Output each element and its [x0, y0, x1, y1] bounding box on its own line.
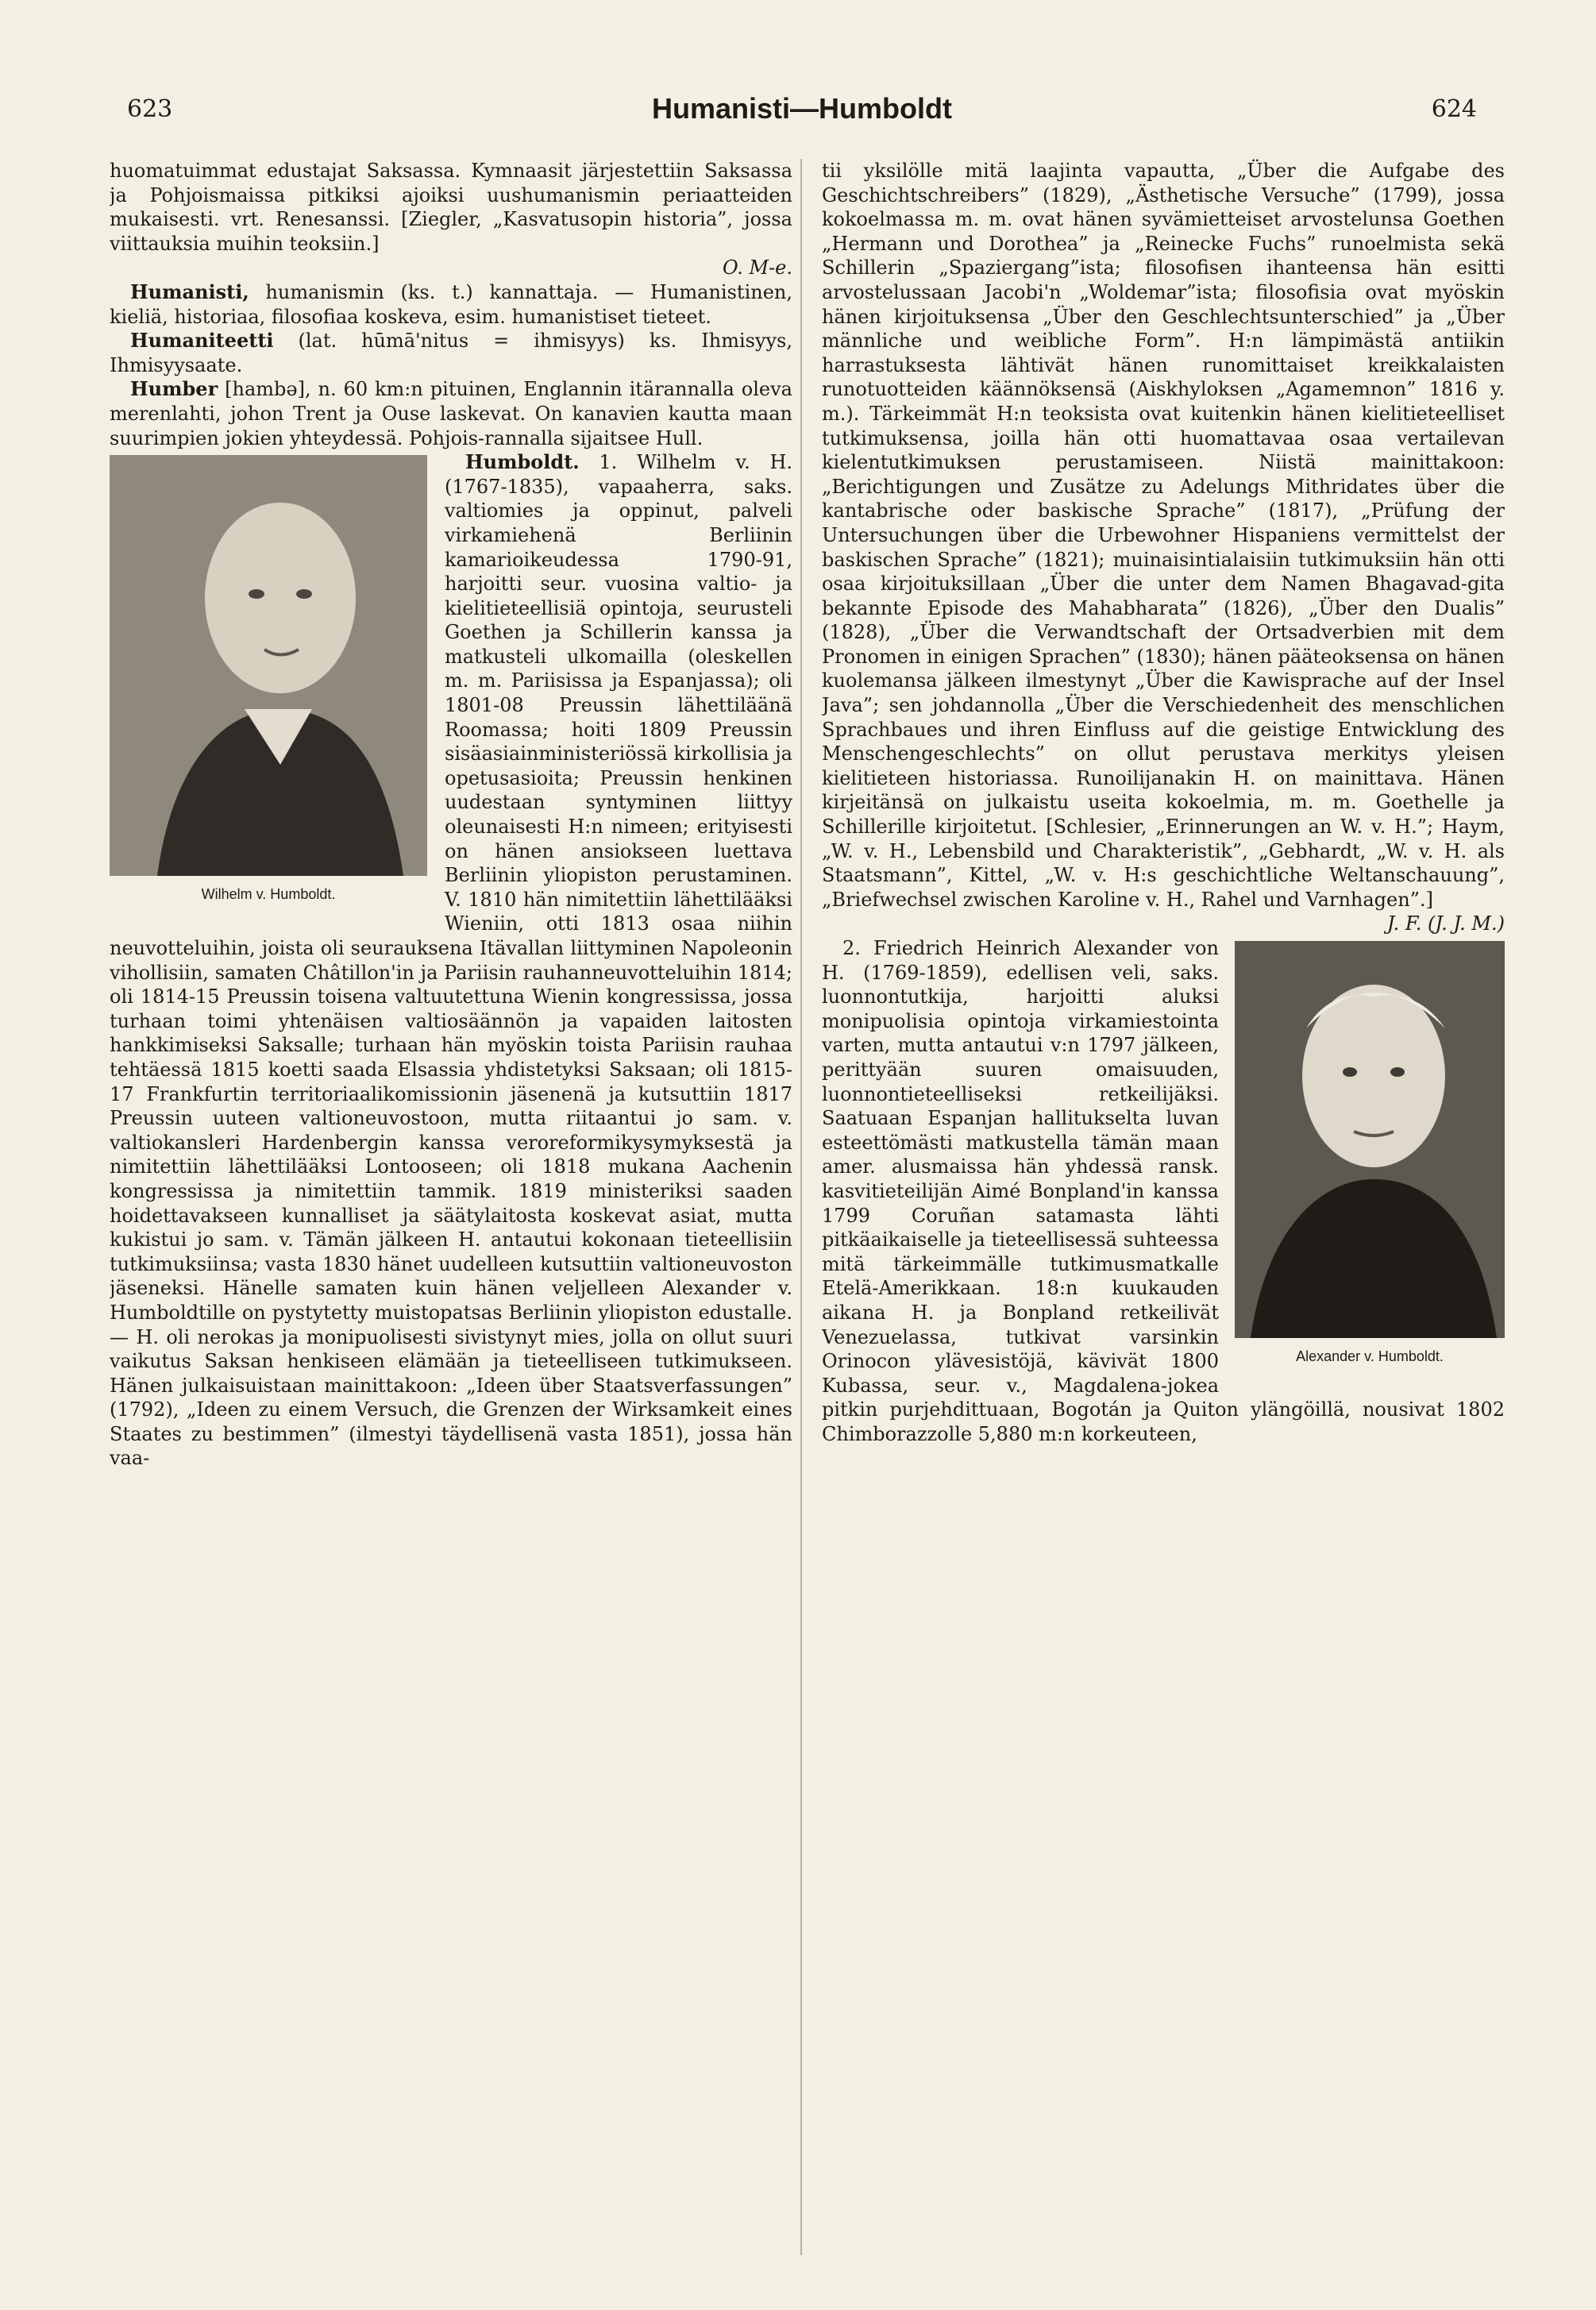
column-divider — [800, 159, 802, 2255]
wilhelm-portrait-icon — [110, 455, 427, 876]
wilhelm-portrait-image — [110, 455, 427, 876]
alexander-caption: Alexander v. Humboldt. — [1296, 1348, 1444, 1364]
humanism-paragraph-end: huomatuimmat edustajat Saksassa. Kymnaasit järjestettiin Saksassa ja Pohjoismaissa pitkiksi ajoiksi uushumanismin periaatteiden mukaisesti. vrt. Renesanssi. [Ziegler, „Kasvatusopin historia”, jossa viittauksia muihin teoksiin.] — [110, 160, 792, 255]
headword: Humaniteetti — [130, 329, 274, 353]
headword: Humanisti, — [130, 280, 249, 303]
entry-text: [hambə], n. 60 km:n pituinen, Englannin itärannalla oleva merenlahti, johon Trent ja Ouse laskevat. On kanavien kautta maan suurimpien jokien yhteydessä. Pohjois-rannalla sijaitsee Hull. — [110, 378, 792, 449]
signature: O. M-e. — [722, 256, 792, 280]
wilhelm-caption: Wilhelm v. Humboldt. — [201, 886, 336, 903]
alexander-portrait-icon — [1235, 941, 1505, 1338]
entry-humber — [110, 377, 792, 450]
signature: J. F. (J. J. M.) — [1386, 912, 1505, 935]
entry-text: (lat. hūmā'nitus = ihmisyys) ks. Ihmisyys, Ihmisyysaate. — [110, 330, 792, 376]
page-header — [127, 92, 1477, 143]
left-page-number: 623 — [127, 95, 173, 123]
entry-text: humanismin (ks. t.) kannattaja. — Humanistinen, kieliä, historiaa, filosofiaa koskeva, esim. humanistiset tieteet. — [110, 280, 792, 328]
entry-humboldt-alexander: 2. Friedrich Heinrich Alexander von H. (1769-1859), edellisen veli, saks. luonnontutkija, harjoitti aluksi monipuolisia opintoja virkamiestointa varten, mutta antautui v:n 1797 jälkeen, perittyään suuren omaisuuden, luonnontieteelliseksi retkeilijäksi. Saatuaan Espanjan hallitukselta luvan esteettömästi matkustella tämän maan amer. alusmaissa hän yhdessä ransk. kasvitieteilijän Aimé Bonpland'in kanssa 1799 Coruñan satamasta lähti pitkäaikaiselle ja tieteellisessä suhteessa mitä tärkeimmälle tutkimusmatkalle Etelä-Amerikkaan. 18:n kuukauden aikana H. ja Bonpland retkeilivät Venezuelassa, tutkivat varsinkin Orinocon ylävesistöjä, kävivät 1800 Kubassa, seur. v., Magdalena-jokea pitkin purjehdittuaan, Bogotán ja Quiton ylängöillä, nousivat 1802 Chimborazzolle 5,880 m:n korkeuteen, — [822, 937, 1505, 1445]
headword: Humboldt. — [465, 450, 580, 474]
alexander-portrait-image — [1235, 941, 1505, 1338]
alexander-portrait-figure — [1235, 941, 1505, 1370]
entry-humaniteetti — [110, 329, 792, 377]
headword: Humber — [130, 377, 218, 401]
left-column — [110, 159, 792, 2271]
wilhelm-portrait-figure — [110, 455, 427, 916]
entry-text: 1. Wilhelm v. H. (1767-1835), vapaaherra, saks. valtiomies ja oppinut, palveli virkamiehenä Berliinin kamarioikeudessa 1790-91, harjoitti seur. vuosina valtio- ja kielitieteellisiä opintoja, seurusteli Goethen ja Schillerin kanssa ja matkusteli ulkomailla (oleskellen m. m. Pariisissa ja Espanjassa); oli 1801-08 Preussin lähettiläänä Roomassa; hoiti 1809 Preussin sisäasiainministeriössä kirkollisia ja opetusasioita; Preussin henkinen uudestaan syntyminen liittyy oleunaisesti H:n nimeen; erityisesti on hänen ansiokseen luettava Berliinin yliopiston perustaminen. V. 1810 hän nimitettiin lähettilääksi Wieniin, otti 1813 osaa niihin neuvotteluihin, joista oli seurauksena Itävallan liittyminen Napoleonin vihollisiin, samaten Châtillon'in ja Pariisin rauhanneuvotteluihin 1814; oli 1814-15 Preussin toisena valtuutettuna Wienin kongressissa, jossa turhaan toimi yhtenäisen valtiosäännön ja vapaiden laitosten hankkimiseksi Saksalle; turhaan hän myöskin toista Pariisin rauhaa tehtäessä 1815 koetti saada Elsassia yhdistetyksi Saksaan; oli 1815-17 Frankfurtin territoriaalikomissionin jäsenenä ja kutsuttiin 1817 Preussin uuteen valtioneuvostoon, mutta riitaantui jo sam. v. valtiokansleri Hardenbergin kanssa veroreformikysymyksestä ja nimitettiin lähettilääksi Lontooseen; oli 1818 mukana Aachenin kongressissa ja nimitettiin tammik. 1819 ministeriksi saaden hoidettavakseen kunnalliset ja säätylaitosta koskevat asiat, mutta kukistui jo sam. v. Tämän jälkeen H. antautui kokonaan tieteellisiin tutkimuksiinsa; vasta 1830 hänet uudelleen kutsuttiin valtioneuvoston jäseneksi. Hänelle samaten kuin hänen veljelleen Alexander v. Humboldtille on pystytetty muistopatsas Berliinin yliopiston edustalle. — H. oli nerokas ja monipuolisesti sivistynyt mies, jolla on ollut suuri vaikutus Saksan henkiseen elämään ja tieteelliseen tutkimukseen. Hänen julkaisuistaan mainittakoon: „Ideen über Staatsverfassungen” (1792), „Ideen zu einem Versuch, die Grenzen der Wirksamkeit eines Staates zu bestimmen” (ilmestyi täydellisenä vasta 1851), jossa hän vaa- — [110, 451, 792, 1470]
entry-humanisti — [110, 280, 792, 329]
page-title: Humanisti—Humboldt — [652, 92, 952, 125]
wilhelm-entry-continued: tii yksilölle mitä laajinta vapautta, „Über die Aufgabe des Geschichtschreibers” (1829), „Ästhetische Versuche” (1799), jossa kokoelmassa m. m. ovat hänen syvämietteiset arvostelunsa Goethen „Hermann und Dorothea” ja „Reinecke Fuchs” runoelmista sekä Schillerin „Spaziergang”ista; filosofisen ihanteensa hän esitti arvostelussaan Jacobi'n „Woldemar”ista; filosofisia ovat myöskin hänen kirjoituksensa „Über den Geschlechtsunterschied” ja „Über männliche und weibliche Form”. H:n lämpimästä antiikin harrastuksesta lähtivät hänen runomittaiset kreikkalaisten runotuotteiden käännöksensä (Aiskhyloksen „Agamemnon” 1816 y. m.). Tärkeimmät H:n teoksista ovat kuitenkin hänen kielitieteelliset tutkimuksensa, joilla hän otti huomattavaa osaa vertailevan kielentutkimuksen perustamiseen. Niistä mainittakoon: „Berichtigungen und Zusätze zu Adelungs Mithridates über die kantabrische oder baskische Sprache” (1817), „Prüfung der Untersuchungen über die Urbewohner Hispaniens vermittelst der baskischen Sprache” (1821); muinaisintialaisiin tutkimuksiin hän otti osaa kirjoituksillaan „Über die unter dem Namen Bhagavad-gita bekannte Episode des Mahabharata” (1826), „Über den Dualis” (1828), „Über die Verwandtschaft der Ortsadverbien mit dem Pronomen in einigen Sprachen” (1830); hänen pääteoksensa on hänen kuolemansa jälkeen ilmestynyt „Über die Kawisprache auf der Insel Java”; sen johdannolla „Über die Verschiedenheit des menschlichen Sprachbaues und ihren Einfluss auf die geistige Entwicklung des Menschengeschlechts” on ollut perustava merkitys yleisen kielitieteen historiassa. Runoilijanakin H. on mainittava. Hänen kirjeitänsä on julkaistu useita kokoelmia, m. m. Goethelle ja Schillerille kirjoitetut. [Schlesier, „Erinnerungen an W. v. H.”; Haym, „W. v. H., Lebensbild und Charakteristik”, „Gebhardt, „W. v. H. als Staatsmann”, Kittel, „W. v. H:s geschichtliche Weltanschauung”, „Briefwechsel zwischen Karoline v. H., Rahel und Varnhagen”.] — [822, 160, 1505, 911]
right-column — [822, 159, 1505, 2271]
right-page-number: 624 — [1431, 95, 1477, 123]
